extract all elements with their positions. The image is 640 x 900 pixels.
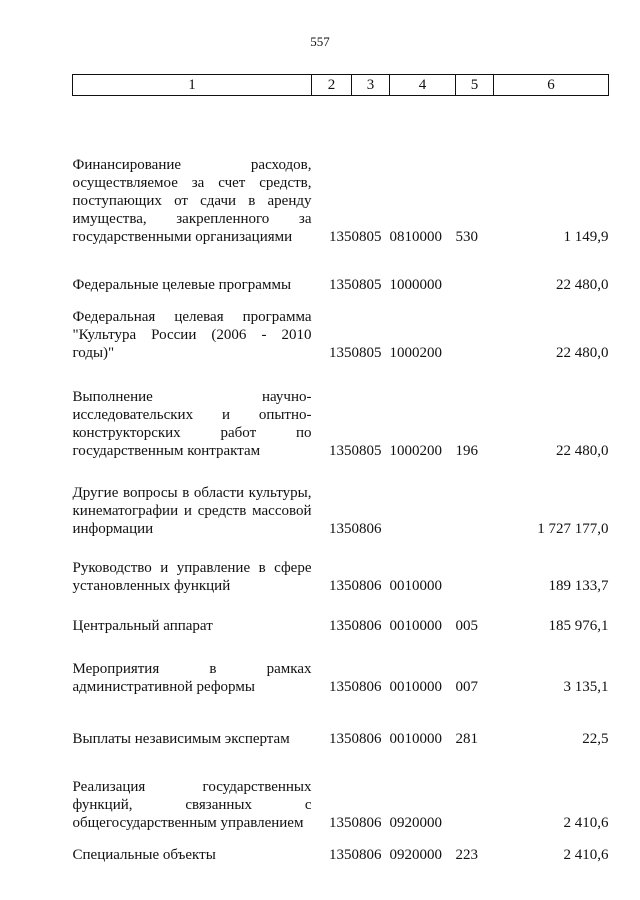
- row-target-code: 0010000: [389, 577, 442, 594]
- row-target-code: 0010000: [389, 678, 442, 695]
- table-row: [73, 460, 609, 538]
- table-row: [73, 635, 609, 696]
- row-target-code: 0920000: [389, 814, 442, 831]
- row-section-code: 0806: [351, 617, 382, 634]
- row-expense-type: 530: [455, 228, 478, 245]
- table-row: [73, 748, 609, 832]
- row-target-code: [390, 460, 456, 538]
- row-target-code: 1000200: [389, 344, 442, 361]
- row-ministry-code: 135: [329, 344, 352, 361]
- table-row: [73, 96, 609, 246]
- row-amount: 1 727 177,0: [537, 520, 609, 537]
- row-section-code: 0806: [351, 678, 382, 695]
- table-row: [73, 595, 609, 635]
- row-expense-type: 005: [455, 617, 478, 634]
- row-section-code: 0806: [351, 730, 382, 747]
- row-section-code: 0806: [351, 520, 382, 537]
- row-expense-type: [456, 294, 494, 362]
- header-row: [73, 75, 609, 96]
- row-name: Федеральная целевая программа "Культура России (2006 - 2010 годы)": [72, 308, 312, 361]
- row-target-code: 0010000: [389, 730, 442, 747]
- row-target-code: 1000200: [389, 442, 442, 459]
- row-ministry-code: 135: [329, 577, 352, 594]
- row-name: Выполнение научно-исследовательских и опытно-конструкторских работ по государственным контрактам: [72, 388, 312, 459]
- table-row: [73, 696, 609, 748]
- row-expense-type: [456, 246, 494, 294]
- row-amount: 22 480,0: [556, 276, 609, 293]
- row-amount: 22 480,0: [556, 442, 609, 459]
- header-col-3: 3: [352, 75, 390, 96]
- table-row: [73, 246, 609, 294]
- row-ministry-code: 135: [329, 442, 352, 459]
- row-ministry-code: 135: [329, 678, 352, 695]
- row-section-code: 0806: [351, 577, 382, 594]
- row-name: Центральный аппарат: [72, 617, 213, 634]
- table-row: [73, 832, 609, 864]
- row-expense-type: 007: [455, 678, 478, 695]
- page-number: 557: [310, 34, 330, 49]
- row-section-code: 0805: [351, 442, 382, 459]
- row-name: Реализация государственных функций, связанных с общегосударственным управлением: [72, 778, 312, 831]
- row-target-code: 0920000: [389, 846, 442, 863]
- row-name: Другие вопросы в области культуры, кинематографии и средств массовой информации: [72, 484, 312, 537]
- row-name: Федеральные целевые программы: [72, 276, 292, 293]
- row-expense-type: 223: [455, 846, 478, 863]
- row-expense-type: [456, 538, 494, 595]
- row-name: Специальные объекты: [72, 846, 216, 863]
- row-ministry-code: 135: [329, 730, 352, 747]
- budget-table: [72, 74, 609, 864]
- row-name: Руководство и управление в сфере установленных функций: [72, 559, 312, 594]
- row-section-code: 0805: [351, 344, 382, 361]
- header-col-2: 2: [312, 75, 352, 96]
- row-target-code: 0810000: [389, 228, 442, 245]
- row-amount: 2 410,6: [563, 814, 609, 831]
- row-section-code: 0805: [351, 276, 382, 293]
- table-row: [73, 294, 609, 362]
- row-amount: 2 410,6: [563, 846, 609, 863]
- row-section-code: 0805: [351, 228, 382, 245]
- row-name: Мероприятия в рамках административной реформы: [72, 660, 312, 695]
- row-target-code: 1000000: [389, 276, 442, 293]
- row-ministry-code: 135: [329, 276, 352, 293]
- table-row: [73, 538, 609, 595]
- row-amount: 189 133,7: [548, 577, 609, 594]
- row-amount: 3 135,1: [563, 678, 609, 695]
- row-section-code: 0806: [351, 846, 382, 863]
- header-col-6: 6: [494, 75, 609, 96]
- row-amount: 22 480,0: [556, 344, 609, 361]
- row-ministry-code: 135: [329, 846, 352, 863]
- row-ministry-code: 135: [329, 814, 352, 831]
- row-expense-type: [456, 460, 494, 538]
- table-row: [73, 362, 609, 460]
- row-section-code: 0806: [351, 814, 382, 831]
- header-col-1: 1: [73, 75, 312, 96]
- row-ministry-code: 135: [329, 520, 352, 537]
- row-target-code: 0010000: [389, 617, 442, 634]
- row-expense-type: 196: [455, 442, 478, 459]
- row-amount: 185 976,1: [548, 617, 609, 634]
- row-amount: 22,5: [582, 730, 609, 747]
- row-ministry-code: 135: [329, 617, 352, 634]
- row-amount: 1 149,9: [563, 228, 609, 245]
- row-name: Финансирование расходов, осуществляемое за счет средств, поступающих от сдачи в аренду имущества, закрепленного за государственными организациями: [72, 156, 312, 245]
- row-ministry-code: 135: [329, 228, 352, 245]
- header-col-4: 4: [390, 75, 456, 96]
- row-name: Выплаты независимым экспертам: [72, 730, 290, 747]
- row-expense-type: 281: [455, 730, 478, 747]
- header-col-5: 5: [456, 75, 494, 96]
- row-expense-type: [456, 748, 494, 832]
